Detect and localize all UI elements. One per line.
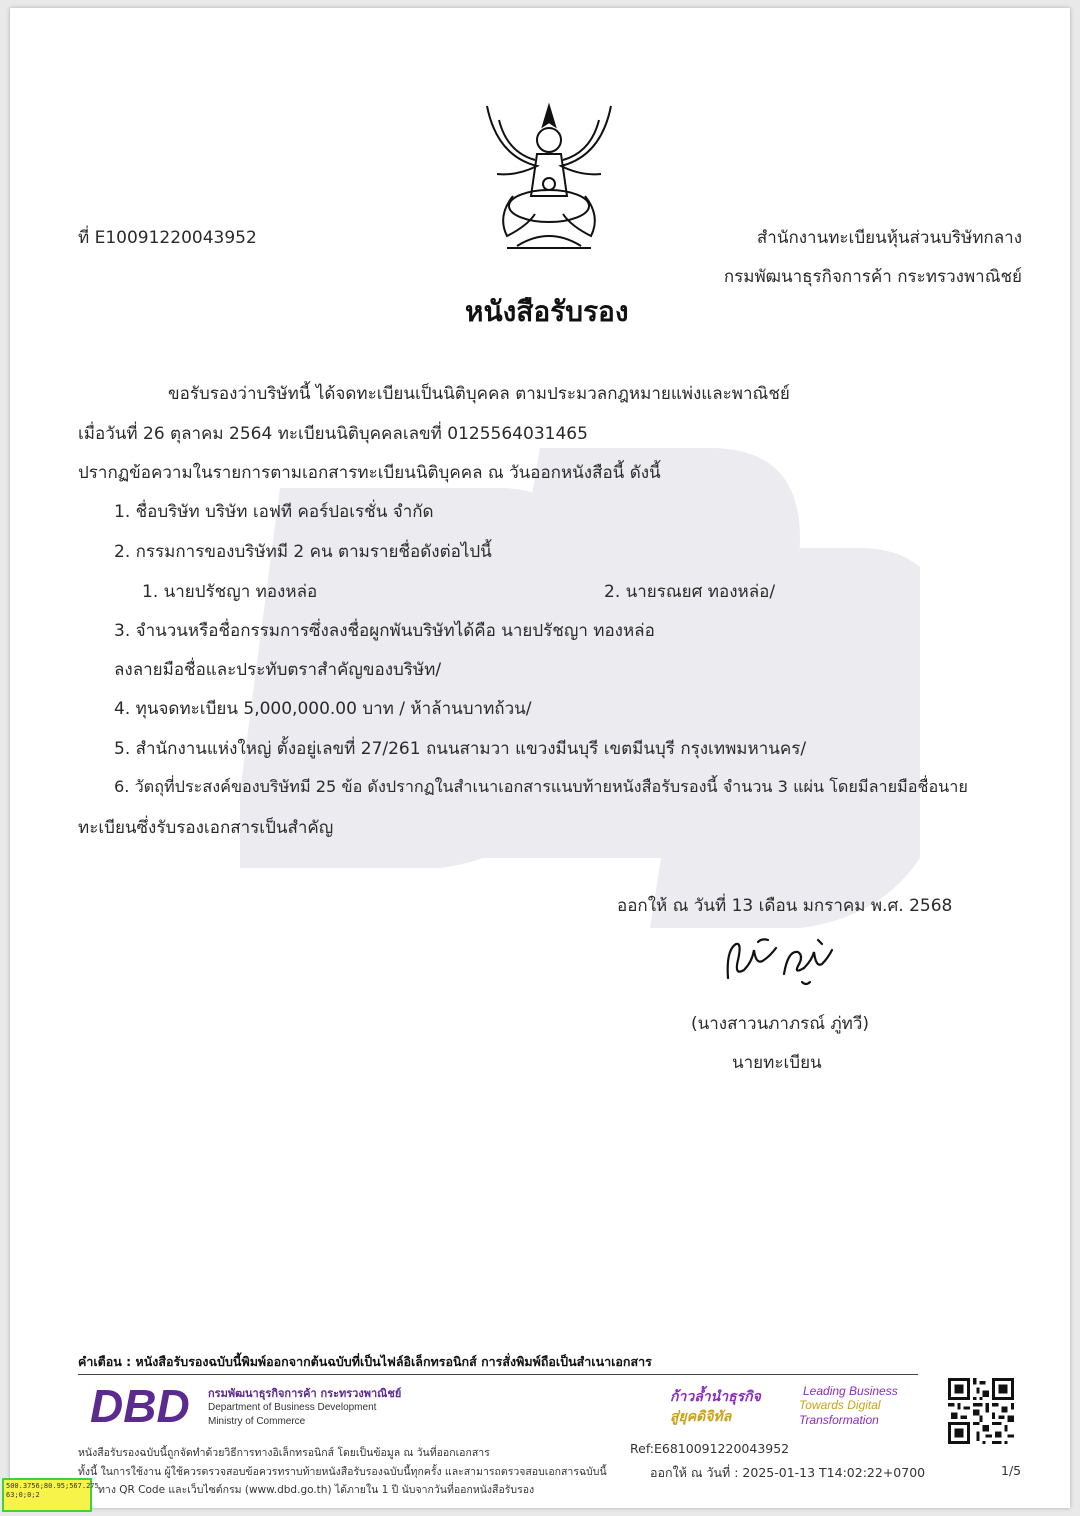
- slogan-th-2: สู่ยุคดิจิทัล: [670, 1409, 732, 1425]
- item-signing-authority: 3. จำนวนหรือชื่อกรรมการซึ่งลงชื่อผูกพันบริษัทได้คือ นายปรัชญา ทองหล่อ: [114, 621, 655, 641]
- document-title: หนังสือรับรอง: [465, 295, 629, 328]
- signer-title: นายทะเบียน: [732, 1053, 822, 1073]
- slogan-en-1: Leading Business: [803, 1384, 898, 1398]
- dbd-logo-text: DBD: [90, 1382, 190, 1428]
- garuda-emblem-icon: [477, 96, 621, 256]
- page-number: 1/5: [1001, 1463, 1022, 1478]
- footer-divider: [78, 1374, 918, 1375]
- reference-number: Ref:E6810091220043952: [630, 1441, 790, 1456]
- certificate-page: [10, 8, 1070, 1508]
- dbd-dept-th: กรมพัฒนาธุรกิจการค้า กระทรวงพาณิชย์: [208, 1387, 402, 1400]
- item-company-name: 1. ชื่อบริษัท บริษัท เอฟที คอร์ปอเรชั่น จำกัด: [114, 502, 434, 522]
- item-directors: 2. กรรมการของบริษัทมี 2 คน ตามรายชื่อดังต่อไปนี้: [114, 542, 492, 562]
- office-name: สำนักงานทะเบียนหุ้นส่วนบริษัทกลาง: [756, 228, 1022, 248]
- dbd-dept-en-2: Ministry of Commerce: [208, 1416, 306, 1427]
- dbd-dept-en-1: Department of Business Development: [208, 1402, 377, 1413]
- director-1: 1. นายปรัชญา ทองหล่อ: [142, 582, 318, 602]
- slogan-en-3: Transformation: [799, 1413, 879, 1427]
- registrar-signature: [718, 930, 842, 990]
- paragraph-3: ปรากฏข้อความในรายการตามเอกสารทะเบียนนิติบุคคล ณ วันออกหนังสือนี้ ดังนี้: [78, 463, 661, 483]
- item-objectives: 6. วัตถุที่ประสงค์ของบริษัทมี 25 ข้อ ดังปรากฏในสำเนาเอกสารแนบท้ายหนังสือรับรองนี้ จำนวน 3 แผ่น โดยมีลายมือชื่อนาย: [114, 777, 968, 796]
- item-head-office: 5. สำนักงานแห่งใหญ่ ตั้งอยู่เลขที่ 27/261 ถนนสามวา แขวงมีนบุรี เขตมีนบุรี กรุงเทพมหานคร/: [114, 739, 807, 759]
- warning-text: คำเตือน : หนังสือรับรองฉบับนี้พิมพ์ออกจากต้นฉบับที่เป็นไฟล์อิเล็กทรอนิกส์ การสั่งพิมพ์ถือเป็นสำเนาเอกสาร: [78, 1354, 652, 1369]
- slogan-en-2: Towards Digital: [799, 1398, 881, 1412]
- paragraph-1: ขอรับรองว่าบริษัทนี้ ได้จดทะเบียนเป็นนิติบุคคล ตามประมวลกฎหมายแพ่งและพาณิชย์: [168, 384, 790, 404]
- footer-note-3: ทาง QR Code และเว็บไซต์กรม (www.dbd.go.th) ได้ภายใน 1 ปี นับจากวันที่ออกหนังสือรับรอง: [98, 1484, 535, 1496]
- department-name: กรมพัฒนาธุรกิจการค้า กระทรวงพาณิชย์: [723, 267, 1022, 287]
- slogan-th-1: ก้าวล้ำนำธุรกิจ: [670, 1389, 761, 1405]
- issued-timestamp: ออกให้ ณ วันที่ : 2025-01-13 T14:02:22+0700: [650, 1465, 926, 1480]
- coordinate-stamp: 500.3756;80.95;567.275 63;0;0;2: [2, 1478, 92, 1512]
- director-2: 2. นายรณยศ ทองหล่อ/: [604, 582, 776, 602]
- footer-note-2: ทั้งนี้ ในการใช้งาน ผู้ใช้ควรตรวจสอบข้อควรทราบท้ายหนังสือรับรองฉบับนี้ทุกครั้ง และสามารถตรวจสอบเอกสารฉบับนี้: [78, 1466, 607, 1478]
- item-objectives-cont: ทะเบียนซึ่งรับรองเอกสารเป็นสำคัญ: [78, 818, 334, 838]
- qr-code-icon[interactable]: [948, 1378, 1014, 1444]
- footer-note-1: หนังสือรับรองฉบับนี้ถูกจัดทำด้วยวิธีการทางอิเล็กทรอนิกส์ โดยเป็นข้อมูล ณ วันที่ออกเอกสาร: [78, 1447, 490, 1459]
- item-signing-authority-cont: ลงลายมือชื่อและประทับตราสำคัญของบริษัท/: [114, 660, 442, 680]
- document-number: ที่ E10091220043952: [78, 228, 257, 248]
- dbd-logo-icon: [88, 1382, 196, 1428]
- signer-name: (นางสาวนภาภรณ์ ภู่ทวี): [691, 1014, 870, 1034]
- dbd-logo: [88, 1382, 196, 1428]
- paragraph-2: เมื่อวันที่ 26 ตุลาคม 2564 ทะเบียนนิติบุคคลเลขที่ 0125564031465: [78, 424, 588, 444]
- issue-date: ออกให้ ณ วันที่ 13 เดือน มกราคม พ.ศ. 2568: [617, 896, 953, 916]
- item-registered-capital: 4. ทุนจดทะเบียน 5,000,000.00 บาท / ห้าล้านบาทถ้วน/: [114, 699, 532, 719]
